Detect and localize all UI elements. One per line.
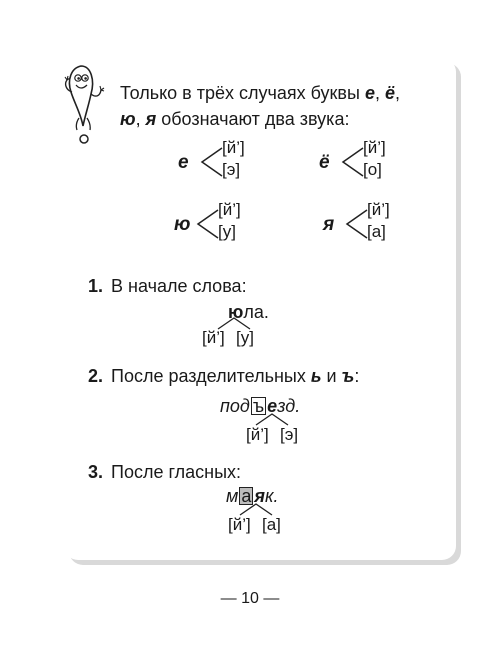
intro-line-2: ю, я обозначают два звука: (120, 109, 350, 129)
intro-text (120, 80, 442, 132)
example-1: юла. [й’] [у] (202, 302, 269, 347)
pair-yu: ю [й’] [у] (174, 200, 294, 260)
split-arrow-icon (236, 502, 276, 516)
example-3: м а як. [й’] [а] (226, 486, 281, 534)
letter-yo: ё (384, 83, 395, 103)
letter-ya: я (145, 109, 157, 129)
example-2: под ъ езд. [й’] [э] (220, 396, 301, 444)
letter-yu: ю (120, 109, 136, 129)
mascot-drop-icon (63, 60, 109, 150)
page-number: — 10 — (220, 590, 280, 607)
example-word: юла. (228, 302, 269, 322)
pair-e: е [й’] [э] (178, 138, 298, 198)
vowel-box: а (241, 486, 252, 506)
rule-2: 2. После разделительных ь и ъ: (88, 366, 360, 386)
split-arrow-icon (252, 412, 292, 426)
example-word: м а як. (226, 486, 279, 506)
pair-ya: я [й’] [а] (323, 200, 443, 260)
pair-yo: ё [й’] [о] (319, 138, 439, 198)
rule-3: 3. После гласных: (88, 462, 242, 482)
hard-sign-box: ъ (252, 396, 265, 416)
intro-line-1: Только в трёх случаях буквы е, ё, (120, 83, 400, 103)
example-word: под ъ езд. (220, 396, 301, 416)
letter-e: е (364, 83, 375, 103)
rule-1: 1. В начале слова: (88, 276, 247, 296)
